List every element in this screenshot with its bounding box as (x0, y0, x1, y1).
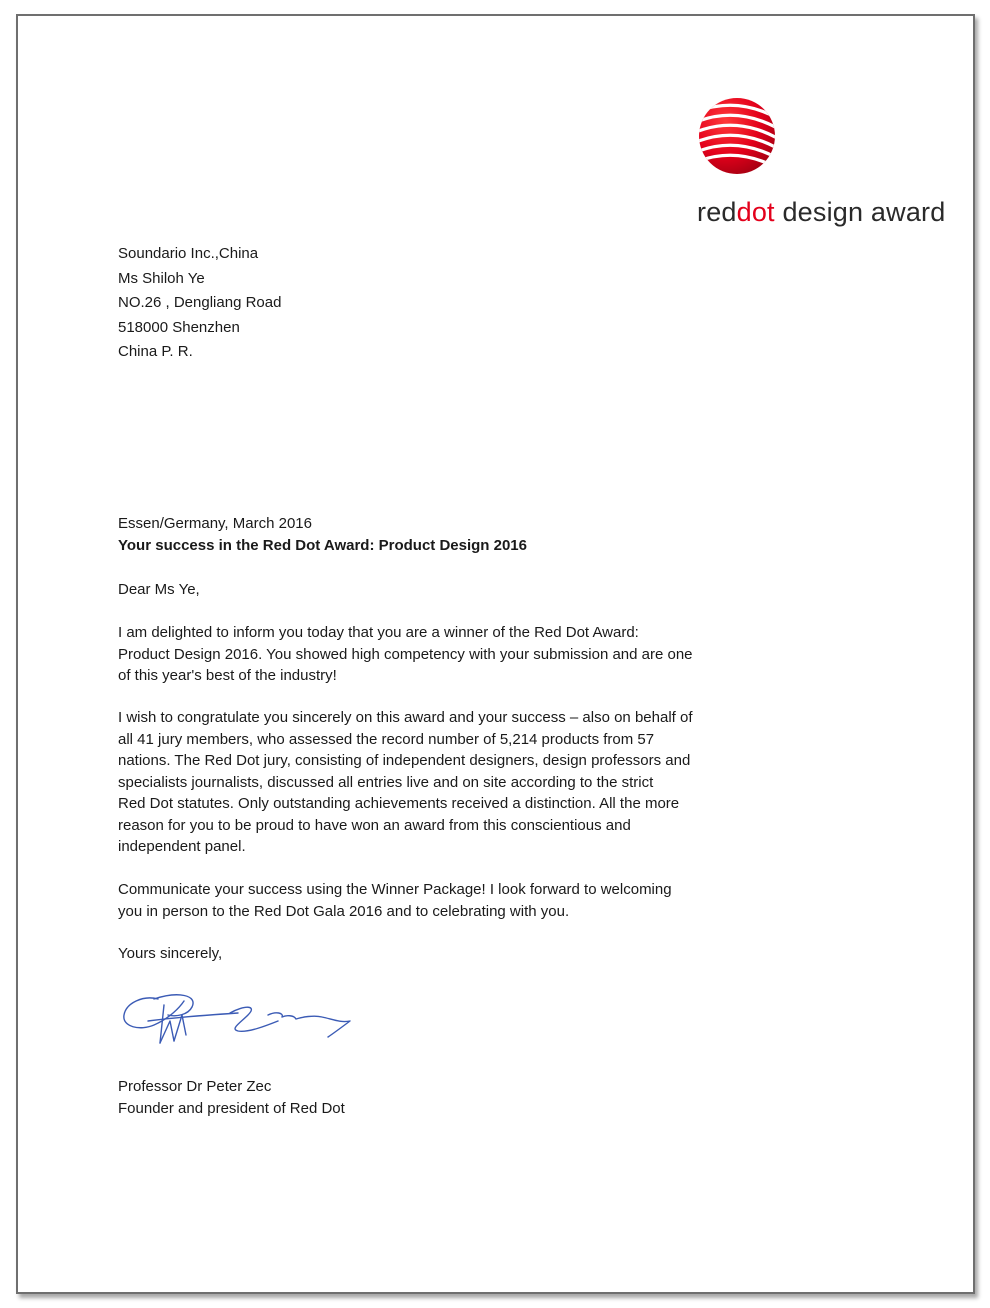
paragraph-line: independent panel. (118, 838, 246, 855)
signer-title: Founder and president of Red Dot (118, 1100, 345, 1117)
red-dot-wordmark (697, 194, 947, 230)
signer-name: Professor Dr Peter Zec (118, 1078, 272, 1095)
wordmark-red: red (697, 197, 737, 227)
paragraph-line: Red Dot statutes. Only outstanding achievements received a distinction. All the more (118, 795, 680, 812)
paragraph-2 (118, 707, 693, 858)
paragraph-line: you in person to the Red Dot Gala 2016 and to celebrating with you. (118, 902, 570, 920)
paragraph-3 (118, 879, 672, 922)
recipient-name: Ms Shiloh Ye (118, 269, 205, 287)
signature-icon (118, 985, 368, 1055)
recipient-city: 518000 Shenzhen (118, 318, 240, 336)
paragraph-line: of this year's best of the industry! (118, 667, 337, 684)
salutation: Dear Ms Ye, (118, 581, 200, 598)
recipient-country: China P. R. (118, 343, 193, 360)
wordmark-dot: dot (736, 197, 775, 227)
paragraph-line: I am delighted to inform you today that you are a winner of the Red Dot Award: (118, 624, 639, 641)
letter-subject: Your success in the Red Dot Award: Product Design 2016 (118, 537, 527, 554)
paragraph-line: specialists journalists, discussed all entries live and on site according to the strict (118, 773, 654, 791)
paragraph-line: I wish to congratulate you sincerely on this award and your success – also on behalf of (118, 709, 693, 726)
paragraph-line: all 41 jury members, who assessed the record number of 5,214 products from 57 (118, 730, 655, 748)
red-dot-logo-icon (697, 96, 777, 176)
recipient-company: Soundario Inc.,China (118, 245, 259, 262)
paragraph-line: Product Design 2016. You showed high competency with your submission and are one (118, 645, 693, 663)
closing: Yours sincerely, (118, 945, 223, 962)
paragraph-line: Communicate your success using the Winner Package! I look forward to welcoming (118, 881, 672, 898)
recipient-address (118, 242, 281, 365)
wordmark-design-award: design award (774, 197, 946, 227)
paragraph-line: reason for you to be proud to have won an award from this conscientious and (118, 816, 631, 834)
recipient-street: NO.26 , Dengliang Road (118, 294, 282, 311)
place-date: Essen/Germany, March 2016 (118, 515, 312, 532)
paragraph-1 (118, 622, 693, 687)
paragraph-line: nations. The Red Dot jury, consisting of independent designers, design professors and (118, 752, 691, 769)
